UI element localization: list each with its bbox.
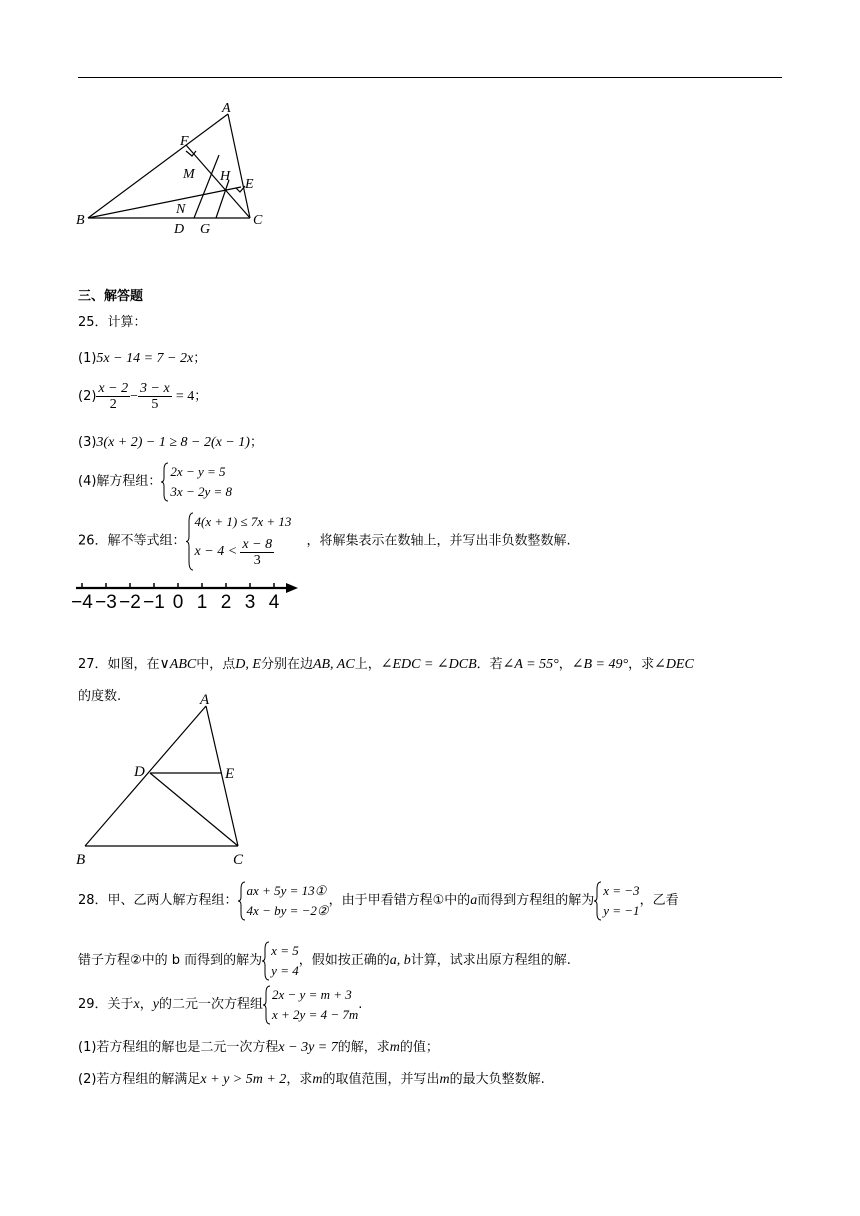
q27-points: D, E	[235, 657, 261, 672]
q25-part2-frac1	[96, 381, 130, 412]
q29-y: y	[152, 997, 159, 1012]
q26-eq2-lhs: x − 4 <	[194, 544, 238, 559]
q29-comma: ，	[139, 997, 153, 1012]
number-line-tick-label: −2	[119, 592, 141, 613]
segment-ac	[228, 114, 250, 218]
q28-line2	[78, 941, 571, 981]
q29-p1-a: (1)若方程组的解也是二元一次方程	[78, 1040, 279, 1055]
q26-eq2-num: x − 8	[242, 536, 273, 552]
q27-text-a: 27．如图，在	[78, 657, 160, 672]
q25-part2-num2: 3 − x	[140, 381, 170, 396]
q29-head-b: 的二元一次方程组	[159, 997, 264, 1012]
label-a: A	[200, 692, 210, 708]
q27-angle-ask: ∠DEC	[654, 657, 694, 672]
number-line-tick-label: 0	[172, 592, 184, 613]
q25-part1	[78, 350, 206, 368]
q25-part4-system	[161, 462, 232, 502]
figure-triangle-abc-altitudes	[70, 100, 280, 240]
label-f: F	[180, 134, 189, 149]
q29-p2-m1: m	[312, 1072, 323, 1087]
header-rule	[78, 77, 782, 78]
q29-p1-m: m	[389, 1040, 400, 1055]
segment-ba	[88, 114, 228, 218]
q25-part3-expr: 3(x + 2) − 1 ≥ 8 − 2(x − 1)	[96, 435, 250, 450]
q25-part2-num1: x − 2	[98, 381, 129, 396]
q27-text-g: ，求	[628, 657, 655, 672]
q26-system	[186, 512, 307, 571]
q25-part4	[78, 462, 232, 502]
section-title: 三、解答题	[78, 289, 144, 304]
q29-head-a: 29．关于	[78, 997, 134, 1012]
q28-line2-b: ，假如按正确的	[298, 953, 390, 968]
label-e: E	[225, 766, 235, 782]
q25-part4-tag: (4)解方程组：	[78, 474, 162, 489]
segment-ab	[85, 706, 206, 846]
q29-p1-c: 的值；	[399, 1040, 439, 1055]
q29-p2-m2: m	[439, 1072, 450, 1087]
q29-p2-c: 的取值范围，并写出	[322, 1072, 440, 1087]
q29-p2-b: ，求	[286, 1072, 313, 1087]
brace-icon	[186, 512, 194, 571]
q25-part3-tag: (3)	[78, 435, 97, 450]
q29-p1-b: 的解，求	[337, 1040, 390, 1055]
segment-dc	[150, 773, 238, 846]
q27-text-d: 上，	[354, 657, 381, 672]
q27-line2: 的度数.	[78, 689, 122, 704]
q28-solution1	[594, 881, 639, 921]
q25-part2-den2: 5	[151, 397, 159, 412]
q26-eq2	[195, 532, 307, 571]
brace-icon	[238, 881, 246, 921]
q26-line	[78, 512, 571, 571]
q28-s1y: y = −1	[603, 903, 640, 918]
label-b: B	[76, 852, 86, 868]
q25-part2-tag: (2)	[78, 389, 97, 404]
q27-angle-b: ∠B = 49°	[571, 657, 629, 672]
q27-text-e: ．若	[476, 657, 503, 672]
q28-mid2: 而得到方程组的解为	[477, 893, 595, 908]
q25-part3-end: ；	[249, 435, 263, 450]
q29-part2	[78, 1071, 545, 1089]
q26-eq2-den: 3	[253, 552, 261, 568]
q25-part4-eq1: 2x − y = 5	[170, 464, 226, 479]
q25-part1-tag: (1)	[78, 351, 97, 366]
label-m: M	[183, 167, 195, 182]
label-e: E	[245, 177, 254, 192]
q28-s2y: y = 4	[271, 963, 299, 978]
brace-icon	[161, 462, 169, 502]
q28-solution2	[262, 941, 299, 981]
q29-p1-eq: x − 3y = 7	[278, 1040, 338, 1055]
q25-part3	[78, 434, 263, 452]
q25-part1-end: ；	[193, 351, 207, 366]
q29-p2-a: (2)若方程组的解满足	[78, 1072, 201, 1087]
label-g: G	[200, 222, 211, 237]
label-a: A	[222, 101, 231, 116]
q28-line2-c: 计算，试求出原方程组的解.	[410, 953, 571, 968]
number-line-tick-label: −4	[71, 592, 93, 613]
number-line-tick-label: −1	[143, 592, 165, 613]
q28-eq2: 4x − by = −2②	[246, 903, 329, 918]
brace-icon	[263, 985, 271, 1025]
q25-part2-den1: 2	[109, 397, 117, 412]
label-c: C	[233, 852, 244, 868]
segment-hg	[216, 180, 229, 218]
q27-angle-a: ∠A = 55°	[502, 657, 559, 672]
q28-s1x: x = −3	[603, 883, 640, 898]
q29-system	[263, 985, 358, 1025]
q25-part2-frac2	[138, 381, 172, 412]
q28-mid1: ，由于甲看错方程①中的	[328, 893, 471, 908]
q25-part4-eq2: 3x − 2y = 8	[170, 484, 233, 499]
label-d: D	[134, 764, 145, 780]
q29-line1	[78, 985, 362, 1025]
q29-eq2: x + 2y = 4 − 7m	[272, 1007, 359, 1022]
q29-x: x	[133, 997, 140, 1012]
segment-hd	[194, 155, 219, 218]
figure-triangle-abc-de	[70, 692, 260, 870]
q28-s2x: x = 5	[271, 943, 299, 958]
q27-text-f: ，	[558, 657, 572, 672]
number-line	[71, 578, 306, 613]
label-n: N	[176, 202, 186, 217]
label-b: B	[76, 213, 85, 228]
q29-p2-d: 的最大负整数解.	[449, 1072, 545, 1087]
q29-dot: .	[358, 997, 363, 1012]
q25-part2-rhs: = 4	[175, 389, 195, 404]
number-line-tick-label: 2	[220, 592, 232, 613]
brace-icon	[262, 941, 270, 981]
q26-tail: ，将解集表示在数轴上，并写出非负数整数解.	[306, 533, 571, 549]
q28-a: a	[470, 893, 478, 908]
number-line-tick-label: 4	[268, 592, 280, 613]
q27-sides: AB, AC	[312, 657, 355, 672]
label-c: C	[253, 213, 263, 228]
brace-icon	[594, 881, 602, 921]
number-line-tick-label: 1	[196, 592, 208, 613]
q28-ab: a, b	[389, 953, 411, 968]
q25-heading: 25．计算：	[78, 315, 147, 330]
q25-part2-end: ；	[194, 389, 208, 404]
q25-part1-expr: 5x − 14 = 7 − 2x	[96, 351, 194, 366]
number-line-tick-label: 3	[244, 592, 256, 613]
q25-part2	[78, 380, 207, 414]
q25-part2-minus: −	[130, 389, 138, 404]
q28-line1	[78, 881, 679, 921]
q28-eq1: ax + 5y = 13①	[246, 883, 327, 898]
q28-heading: 28．甲、乙两人解方程组：	[78, 893, 238, 908]
q27-text-c: 分别在边	[260, 657, 313, 672]
q29-eq1: 2x − y = m + 3	[272, 987, 352, 1002]
q26-eq1: 4(x + 1) ≤ 7x + 13	[194, 514, 292, 529]
q27-triangle: ∨ABC	[159, 657, 197, 672]
label-d: D	[174, 222, 185, 237]
q26-heading: 26．解不等式组：	[78, 533, 186, 549]
q28-system	[238, 881, 329, 921]
arrow-right-icon	[286, 583, 298, 593]
q28-line2-a: 错子方程②中的 b 而得到的解为	[78, 953, 263, 968]
q29-part1	[78, 1039, 439, 1057]
number-line-tick-label: −3	[95, 592, 117, 613]
q27-text-b: 中，点	[196, 657, 236, 672]
label-h: H	[220, 169, 231, 184]
q26-eq2-frac	[240, 537, 274, 568]
q29-p2-ineq: x + y > 5m + 2	[200, 1072, 287, 1087]
q28-mid3: ，乙看	[639, 893, 679, 908]
q27-angle-eq: ∠EDC = ∠DCB	[380, 657, 477, 672]
q27-line1	[78, 656, 694, 674]
